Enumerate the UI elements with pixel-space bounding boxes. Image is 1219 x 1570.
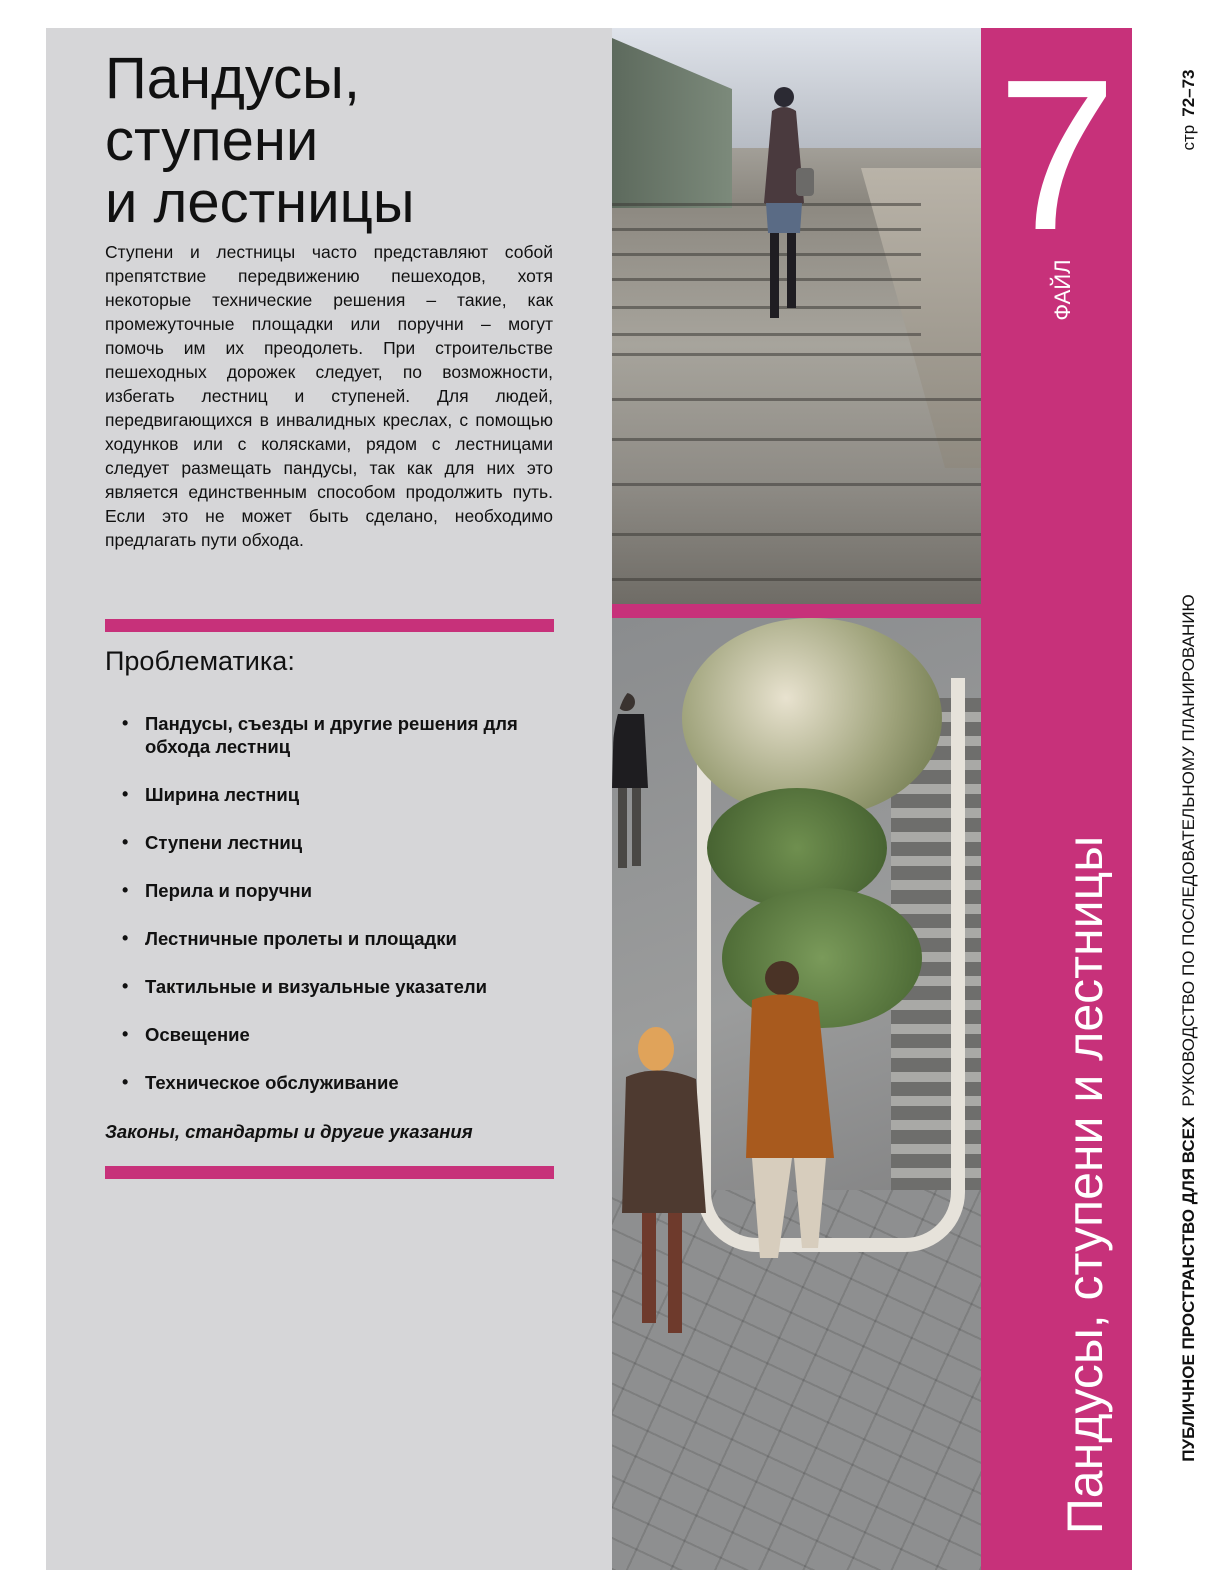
list-item: • Ширина лестниц: [122, 783, 542, 806]
chapter-title: Пандусы, ступени и лестницы: [1057, 835, 1113, 1535]
list-item: • Лестничные пролеты и площадки: [122, 927, 542, 950]
stair-step: [612, 578, 981, 581]
issues-heading: Проблематика:: [105, 646, 295, 676]
stone-wall: [861, 168, 981, 468]
pedestrian-figure: [612, 688, 672, 878]
laws-link[interactable]: Законы, стандарты и другие указания: [105, 1121, 473, 1142]
stair-step: [612, 333, 921, 336]
stair-step: [612, 483, 981, 486]
stair-step: [612, 353, 981, 356]
stair-step: [612, 533, 981, 536]
page-prefix: стр: [1179, 124, 1198, 151]
top-divider: [105, 619, 554, 632]
title-line: и лестницы: [105, 170, 415, 235]
staircase-photo: [612, 28, 981, 604]
page-range: [1179, 69, 1199, 150]
series-title: [1179, 594, 1199, 1461]
series-title-rest: РУКОВОДСТВО ПО ПОСЛЕДОВАТЕЛЬНОМУ ПЛАНИРОВАНИЮ: [1179, 594, 1198, 1107]
woman-walking-figure: [612, 1023, 742, 1343]
title-line: ступени: [105, 108, 319, 173]
ramp-photo: [612, 618, 981, 1570]
file-label: ФАЙЛ: [1050, 259, 1075, 321]
title-line: Пандусы,: [105, 46, 360, 111]
list-item: • Освещение: [122, 1023, 542, 1046]
bottom-divider: [105, 1166, 554, 1179]
series-title-bold: ПУБЛИЧНОЕ ПРОСТРАНСТВО ДЛЯ ВСЕХ: [1179, 1116, 1198, 1462]
woman-walking-figure: [752, 83, 814, 328]
chapter-number: 7: [997, 34, 1117, 275]
page-title: [105, 48, 585, 234]
list-item: • Перила и поручни: [122, 879, 542, 902]
list-item: • Пандусы, съезды и другие решения для обхода лестниц: [122, 712, 542, 758]
list-item: • Тактильные и визуальные указатели: [122, 975, 542, 998]
photo-separator: [612, 604, 981, 618]
intro-paragraph: Ступени и лестницы часто представляют собой препятствие передвижению пешеходов, хотя некоторые технические решения – такие, как промежуточные площадки или поручни – могут помочь им их преодолеть. При строительстве пешеходных дорожек следует, по возможности, избегать лестниц и ступеней. Для людей, передвигающихся в инвалидных креслах, с помощью ходунков или с колясками, рядом с лестницами следует размещать пандусы, так как для них это является единственным способом продолжить путь. Если это не может быть сделано, необходимо предлагать пути обхода.: [105, 242, 553, 550]
stair-step: [612, 398, 981, 401]
list-item: • Ступени лестниц: [122, 831, 542, 854]
page-range-value: 72–73: [1179, 69, 1198, 117]
list-item: • Техническое обслуживание: [122, 1071, 542, 1094]
issues-list: [122, 712, 542, 1119]
stair-step: [612, 438, 981, 441]
